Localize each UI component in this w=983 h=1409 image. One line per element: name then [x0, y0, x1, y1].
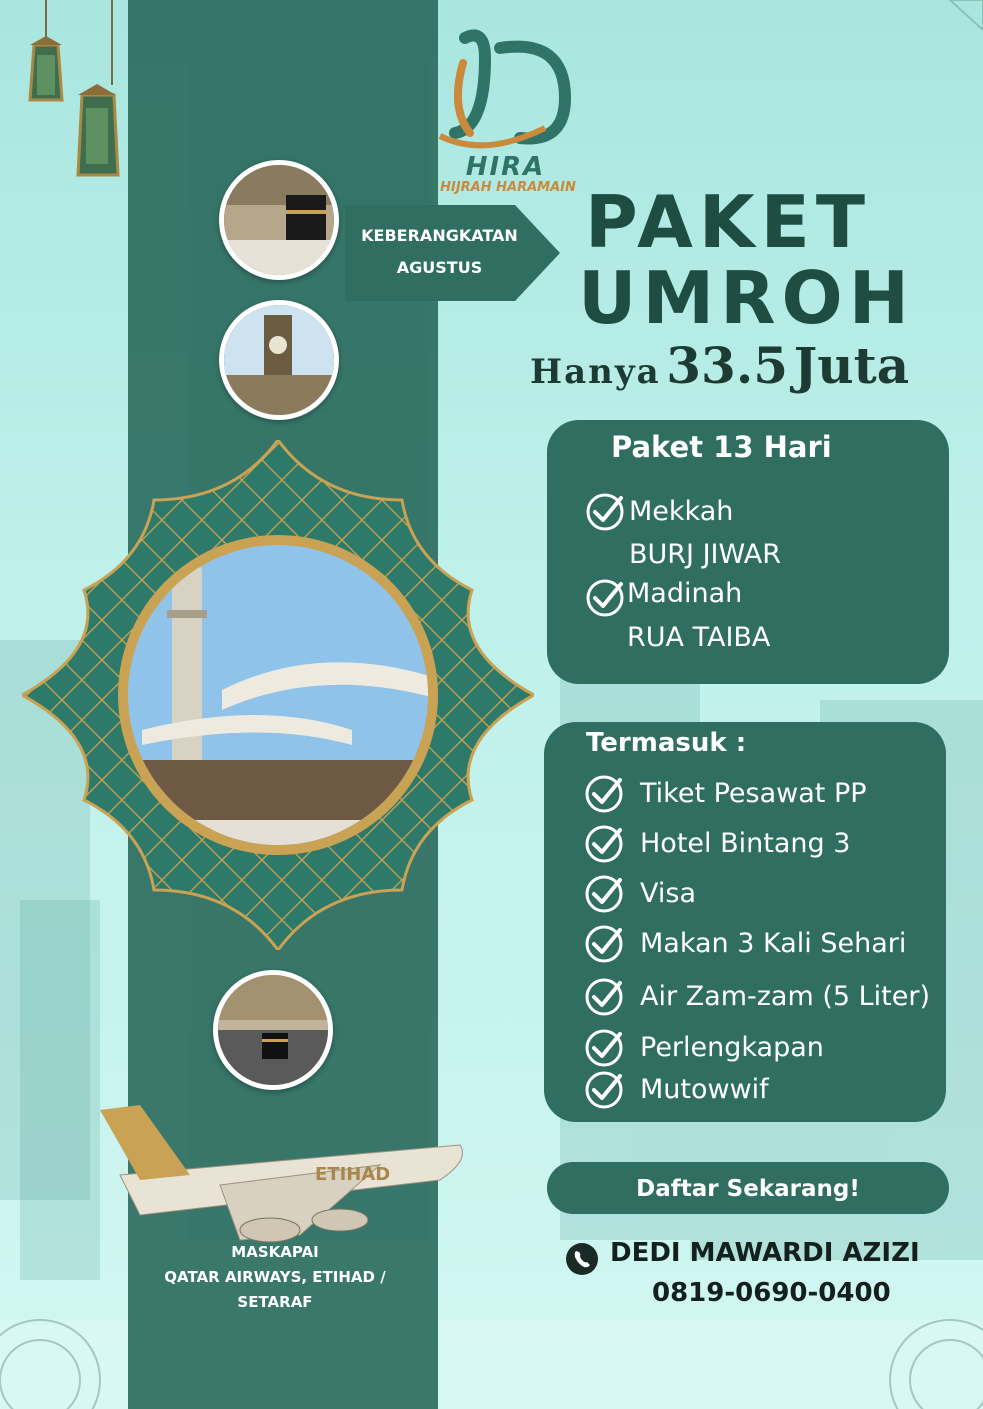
package-item-sub: RUA TAIBA [627, 622, 771, 653]
includes-item: Visa [640, 878, 696, 909]
headline-price [530, 336, 909, 395]
headline-line1: PAKET [585, 180, 871, 264]
check-icon [584, 824, 624, 864]
check-icon [584, 774, 624, 814]
headline-line2: UMROH [578, 256, 916, 340]
check-icon [584, 977, 624, 1017]
airplane-livery-text: ETIHAD [315, 1164, 391, 1185]
lantern-icon [24, 0, 124, 190]
photo-kaaba-crowd [213, 970, 333, 1090]
airplane-icon [100, 1105, 470, 1250]
photo-kaaba-courtyard [219, 160, 339, 280]
contact-name: DEDI MAWARDI AZIZI [610, 1238, 920, 1268]
check-icon [585, 578, 625, 618]
airline-label [140, 1240, 410, 1315]
airline-line2: QATAR AIRWAYS, ETIHAD / [164, 1268, 386, 1286]
check-icon [584, 874, 624, 914]
includes-title: Termasuk : [586, 728, 747, 758]
airline-line1: MASKAPAI [231, 1243, 319, 1261]
brand-tagline: HIJRAH HARAMAIN [440, 180, 576, 195]
photo-clock-tower [219, 300, 339, 420]
includes-item: Makan 3 Kali Sehari [640, 928, 907, 959]
price-suffix: Juta [793, 336, 910, 395]
check-icon [585, 492, 625, 532]
check-icon [584, 1070, 624, 1110]
airline-line3: SETARAF [237, 1293, 313, 1311]
mosque-photo-frame [22, 440, 534, 950]
includes-item: Mutowwif [640, 1074, 769, 1105]
phone-icon [565, 1242, 599, 1276]
brand-name: HIRA [465, 152, 546, 182]
contact-phone[interactable]: 0819-0690-0400 [652, 1278, 891, 1308]
includes-item: Hotel Bintang 3 [640, 828, 851, 859]
includes-item: Air Zam-zam (5 Liter) [640, 981, 931, 1012]
departure-label-line2: AGUSTUS [396, 258, 483, 277]
price-prefix: Hanya [530, 352, 661, 392]
includes-card [544, 722, 946, 1122]
check-icon [584, 924, 624, 964]
price-value: 33.5 [666, 336, 789, 395]
includes-item: Tiket Pesawat PP [640, 778, 867, 809]
package-title: Paket 13 Hari [611, 430, 832, 464]
departure-label [352, 220, 527, 284]
check-icon [584, 1028, 624, 1068]
package-item-label: Mekkah [629, 496, 734, 527]
package-item-sub: BURJ JIWAR [629, 539, 781, 570]
package-card [547, 420, 949, 684]
register-button[interactable]: Daftar Sekarang! [547, 1162, 949, 1214]
includes-item: Perlengkapan [640, 1032, 824, 1063]
departure-label-line1: KEBERANGKATAN [361, 226, 518, 245]
package-item-label: Madinah [627, 578, 743, 609]
